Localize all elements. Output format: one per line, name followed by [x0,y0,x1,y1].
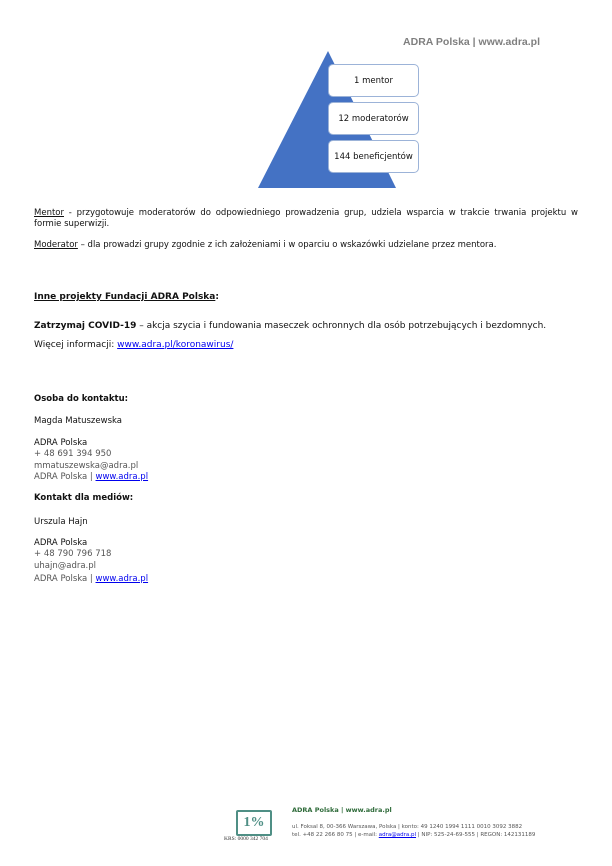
contact-heading: Osoba do kontaktu: [34,394,129,404]
heading-colon: : [215,292,219,302]
media-email[interactable]: uhajn@adra.pl [34,561,96,571]
footer-address-line: ul. Foksal 8, 00-366 Warszawa, Polska | konto: 49 1240 1994 1111 0010 3092 3882 [292,824,523,830]
mentor-term: Mentor [34,208,64,218]
other-projects-heading [34,292,578,303]
contact-site-link[interactable]: www.adra.pl [95,472,149,482]
contact-phone: + 48 691 394 950 [34,449,112,459]
mentor-text: - przygotowuje moderatorów do odpowiedniego prowadzenia grup, udziela wsparcia w trakcie trwania projektu w formie superwizji. [34,208,578,229]
moderator-definition [34,240,578,251]
contact-org: ADRA Polska [34,438,88,448]
media-org: ADRA Polska [34,538,88,548]
project-desc: – akcja szycia i fundowania maseczek ochronnych dla osób potrzebujących i bezdomnych. [136,321,547,331]
other-projects-title: Inne projekty Fundacji ADRA Polska [34,292,216,302]
pyramid-level-moderators: 12 moderatorów [328,102,419,135]
project-description [34,321,578,332]
contact-site-line [34,472,148,483]
contact-name: Magda Matuszewska [34,416,122,426]
media-phone: + 48 790 796 718 [34,549,112,559]
footer-address [292,823,542,839]
footer-title: ADRA Polska | www.adra.pl [292,806,392,814]
media-name: Urszula Hajn [34,517,88,527]
pyramid-level-beneficiaries: 144 beneficjentów [328,140,419,173]
one-percent-logo: 1% [236,810,272,836]
krs-number: KRS: 0000 342 704 [224,836,268,842]
moderator-term: Moderator [34,240,78,250]
mentor-definition [34,208,578,230]
footer-registry: | NIP: 525-24-69-555 | REGON: 142131189 [416,832,536,838]
media-site-prefix: ADRA Polska | [34,574,96,584]
page-header: ADRA Polska | www.adra.pl [403,36,540,48]
project-name: Zatrzymaj COVID-19 [34,321,137,331]
more-info-label: Więcej informacji: [34,340,118,350]
contact-site-prefix: ADRA Polska | [34,472,96,482]
media-site-link[interactable]: www.adra.pl [95,574,149,584]
koronawirus-link[interactable]: www.adra.pl/koronawirus/ [117,340,234,350]
media-site-line [34,574,148,585]
media-heading: Kontakt dla mediów: [34,493,134,503]
footer-contact-prefix: tel. +48 22 266 80 75 | e-mail: [292,832,379,838]
more-info-line [34,340,578,351]
pyramid-level-mentor: 1 mentor [328,64,419,97]
moderator-text: – dla prowadzi grupy zgodnie z ich założeniami i w oparciu o wskazówki udzielane przez mentora. [77,240,497,250]
footer-email-link[interactable]: adra@adra.pl [378,832,417,838]
contact-email[interactable]: mmatuszewska@adra.pl [34,461,139,471]
